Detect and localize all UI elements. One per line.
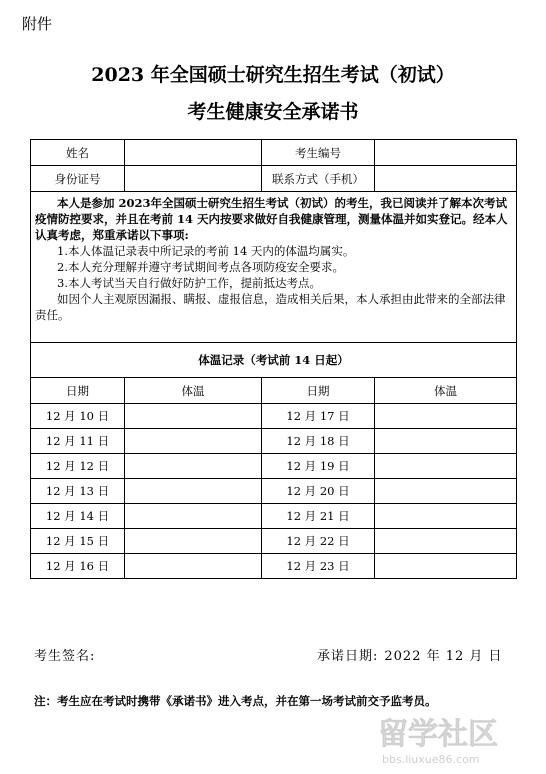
temperature-field[interactable]: [375, 529, 517, 554]
name-field[interactable]: [125, 140, 262, 166]
promise-date-value: 2022 年 12 月 日: [384, 649, 503, 664]
exam-number-field[interactable]: [375, 140, 517, 166]
col-date-right: 日期: [262, 378, 375, 404]
id-number-label: 身份证号: [31, 166, 125, 192]
commitment-statement: [31, 192, 517, 343]
temperature-row: [31, 454, 517, 479]
date-cell: 12 月 16 日: [31, 554, 125, 579]
date-cell: 12 月 22 日: [262, 529, 375, 554]
temperature-row: [31, 554, 517, 579]
contact-label: 联系方式（手机）: [262, 166, 375, 192]
temperature-field[interactable]: [375, 554, 517, 579]
temperature-column-headers: [31, 378, 517, 404]
statement-item-1: 1.本人体温记录表中所记录的考前 14 天内的体温均属实。: [57, 244, 355, 258]
date-cell: 12 月 10 日: [31, 404, 125, 429]
form-row-id: [31, 166, 517, 192]
promise-date: [317, 645, 503, 664]
temperature-section-title: 体温记录（考试前 14 日起）: [31, 343, 517, 378]
name-label: 姓名: [31, 140, 125, 166]
id-number-field[interactable]: [125, 166, 262, 192]
date-cell: 12 月 11 日: [31, 429, 125, 454]
temperature-field[interactable]: [125, 479, 262, 504]
temperature-field[interactable]: [125, 504, 262, 529]
date-cell: 12 月 18 日: [262, 429, 375, 454]
exam-number-label: 考生编号: [262, 140, 375, 166]
col-date-left: 日期: [31, 378, 125, 404]
col-temp-right: 体温: [375, 378, 517, 404]
temperature-row: [31, 479, 517, 504]
temperature-field[interactable]: [125, 454, 262, 479]
contact-field[interactable]: [375, 166, 517, 192]
watermark-brand: 留学社区: [378, 717, 498, 752]
temperature-field[interactable]: [375, 404, 517, 429]
signature-label: 考生签名:: [34, 649, 96, 664]
date-cell: 12 月 17 日: [262, 404, 375, 429]
temperature-field[interactable]: [125, 554, 262, 579]
temperature-section-header: [31, 343, 517, 378]
temperature-field[interactable]: [375, 504, 517, 529]
statement-row: [31, 192, 517, 343]
temperature-field[interactable]: [125, 429, 262, 454]
watermark-url: bbs.liuxue86.com: [382, 753, 480, 766]
commitment-form-table: [30, 139, 517, 579]
document-title: 2023 年全国硕士研究生招生考试（初试）: [91, 64, 455, 86]
statement-closing: 如因个人主观原因漏报、瞒报、虚报信息，造成相关后果，本人承担由此带来的全部法律责任。: [35, 292, 506, 322]
temperature-field[interactable]: [375, 429, 517, 454]
temperature-row: [31, 429, 517, 454]
temperature-field[interactable]: [375, 454, 517, 479]
temperature-field[interactable]: [125, 404, 262, 429]
date-cell: 12 月 23 日: [262, 554, 375, 579]
date-cell: 12 月 14 日: [31, 504, 125, 529]
date-cell: 12 月 21 日: [262, 504, 375, 529]
date-cell: 12 月 12 日: [31, 454, 125, 479]
temperature-field[interactable]: [375, 479, 517, 504]
date-cell: 12 月 15 日: [31, 529, 125, 554]
temperature-row: [31, 504, 517, 529]
date-cell: 12 月 20 日: [262, 479, 375, 504]
temperature-row: [31, 404, 517, 429]
attachment-label: 附件: [22, 15, 53, 33]
statement-item-3: 3.本人考试当天自行做好防护工作，提前抵达考点。: [57, 276, 321, 290]
date-cell: 12 月 19 日: [262, 454, 375, 479]
statement-intro: 本人是参加 2023年全国硕士研究生招生考试（初试）的考生，我已阅读并了解本次考试疫情防控要求，并且在考前 14 天内按要求做好自我健康管理，测量体温并如实登记。经本人认真考虑，郑重承诺以下事项:: [35, 196, 508, 242]
temperature-row: [31, 529, 517, 554]
statement-item-2: 2.本人充分理解并遵守考试期间考点各项防疫安全要求。: [57, 260, 344, 274]
form-row-name: [31, 140, 517, 166]
document-subtitle: 考生健康安全承诺书: [187, 101, 359, 123]
temperature-field[interactable]: [125, 529, 262, 554]
promise-date-label: 承诺日期:: [317, 649, 379, 664]
date-cell: 12 月 13 日: [31, 479, 125, 504]
watermark-logo: [368, 710, 533, 768]
footer-note: 注：考生应在考试时携带《承诺书》进入考点，并在第一场考试前交予监考员。: [34, 694, 437, 708]
col-temp-left: 体温: [125, 378, 262, 404]
